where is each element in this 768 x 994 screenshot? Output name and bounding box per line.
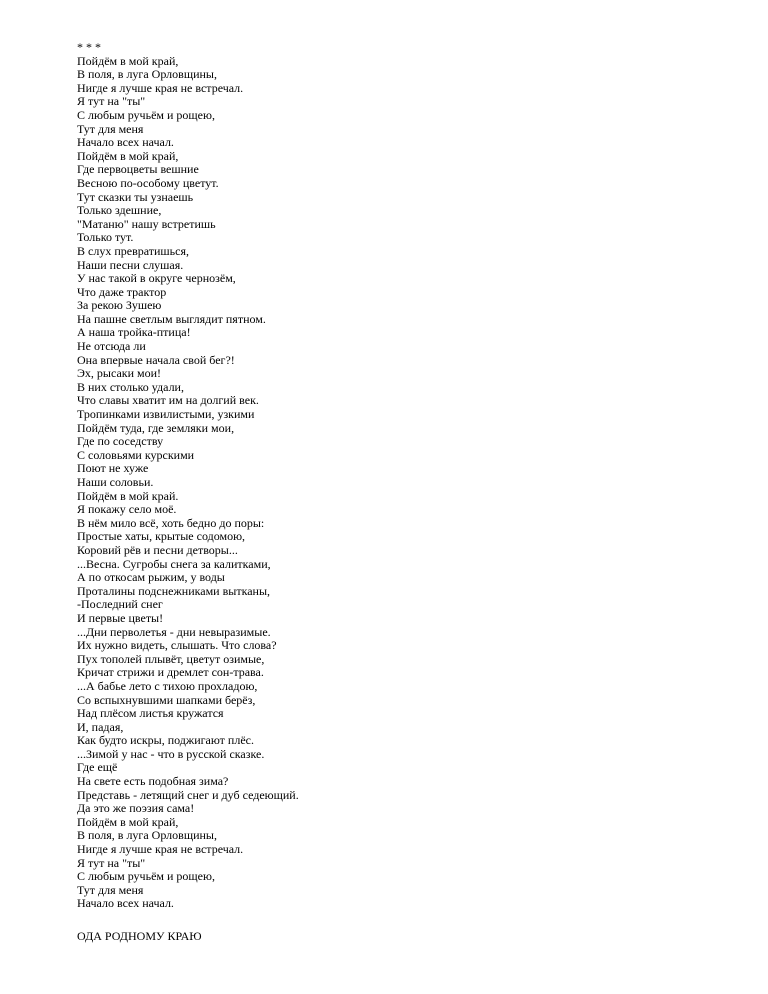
poem-line: ...А бабье лето с тихою прохладою,	[77, 678, 258, 693]
poem-line: На пашне светлым выглядит пятном.	[77, 311, 266, 326]
poem-line: В них столько удали,	[77, 379, 184, 394]
poem-title: ОДА РОДНОМУ КРАЮ	[77, 929, 202, 943]
poem-line: Она впервые начала свой бег?!	[77, 352, 235, 367]
poem-line: За рекою Зушею	[77, 298, 162, 313]
poem-line: В нём мило всё, хоть бедно до поры:	[77, 515, 265, 530]
poem-line: Что славы хватит им на долгий век.	[77, 393, 259, 408]
poem-line: ...Зимой у нас - что в русской сказке.	[77, 746, 265, 761]
poem-line: Тут сказки ты узнаешь	[77, 189, 194, 204]
poem-line: Простые хаты, крытые содомою,	[77, 529, 246, 544]
poem-line: С любым ручьём и рощею,	[77, 869, 215, 884]
poem-line: Эх, рысаки мои!	[77, 366, 162, 381]
poem-line: Пойдём в мой край.	[77, 488, 179, 503]
poem-line: Пойдём в мой край,	[77, 148, 179, 163]
poem-line: Не отсюда ли	[77, 339, 146, 354]
poem-line: Над плёсом листья кружатся	[77, 706, 224, 721]
poem-line: В поля, в луга Орловщины,	[77, 67, 217, 82]
poem-line: Коровий рёв и песни детворы...	[77, 542, 238, 557]
poem-line: Наши соловьи.	[77, 475, 154, 489]
poem-line: "Матаню" нашу встретишь	[77, 216, 216, 231]
poem-line: В поля, в луга Орловщины,	[77, 828, 217, 843]
poem-line: И первые цветы!	[77, 610, 164, 625]
poem-line: Пойдём в мой край,	[77, 814, 179, 829]
poem-line: Представь - летящий снег и дуб седеющий.	[77, 787, 299, 802]
poem-line: Да это же поэзия сама!	[77, 801, 195, 816]
poem-line: ...Весна. Сугробы снега за калитками,	[77, 556, 271, 571]
poem-line: * * *	[77, 40, 101, 54]
poem-line: Поют не хуже	[77, 461, 149, 476]
poem-line: С любым ручьём и рощею,	[77, 107, 215, 122]
poem-line: Только тут.	[77, 230, 134, 245]
poem-body	[77, 41, 299, 911]
poem-line: Пух тополей плывёт, цветут озимые,	[77, 651, 265, 666]
poem-line: Проталины подснежниками вытканы,	[77, 583, 271, 598]
poem-line: Где ещё	[77, 760, 118, 775]
poem-line: Я тут на "ты"	[77, 94, 146, 109]
poem-line: У нас такой в округе чернозём,	[77, 271, 236, 286]
poem-line: Тропинками извилистыми, узкими	[77, 407, 255, 422]
poem-line: Пойдём в мой край,	[77, 53, 179, 68]
poem-line: Нигде я лучше края не встречал.	[77, 842, 244, 857]
poem-line: Наши песни слушая.	[77, 257, 184, 272]
poem-line: С соловьями курскими	[77, 447, 195, 462]
poem-line: Где первоцветы вешние	[77, 162, 199, 177]
poem-line: А наша тройка-птица!	[77, 325, 191, 340]
poem-line: Кричат стрижи и дремлет сон-трава.	[77, 665, 264, 680]
poem-line: Их нужно видеть, слышать. Что слова?	[77, 638, 277, 653]
poem-line: На свете есть подобная зима?	[77, 774, 229, 789]
poem-line: Со вспыхнувшими шапками берёз,	[77, 692, 256, 707]
poem-line: Я покажу село моё.	[77, 502, 177, 517]
poem-line: Где по соседству	[77, 434, 164, 449]
poem-line: Начало всех начал.	[77, 135, 174, 150]
poem-line: Нигде я лучше края не встречал.	[77, 80, 244, 95]
poem-line: Как будто искры, поджигают плёс.	[77, 733, 254, 748]
poem-line: Только здешние,	[77, 203, 162, 218]
poem-line: Начало всех начал.	[77, 896, 174, 911]
poem-line: Тут для меня	[77, 121, 144, 136]
poem-line: -Последний снег	[77, 597, 163, 612]
poem-line: А по откосам рыжим, у воды	[77, 570, 225, 585]
poem-line: Что даже трактор	[77, 284, 167, 299]
poem-line: Весною по-особому цветут.	[77, 175, 219, 190]
poem-line: В слух превратишься,	[77, 243, 189, 258]
poem-line: Пойдём туда, где земляки мои,	[77, 420, 235, 435]
poem-line: Я тут на "ты"	[77, 855, 146, 870]
poem-line: И, падая,	[77, 719, 124, 734]
poem-line: ...Дни перволетья - дни невыразимые.	[77, 624, 271, 639]
poem-line: Тут для меня	[77, 882, 144, 897]
